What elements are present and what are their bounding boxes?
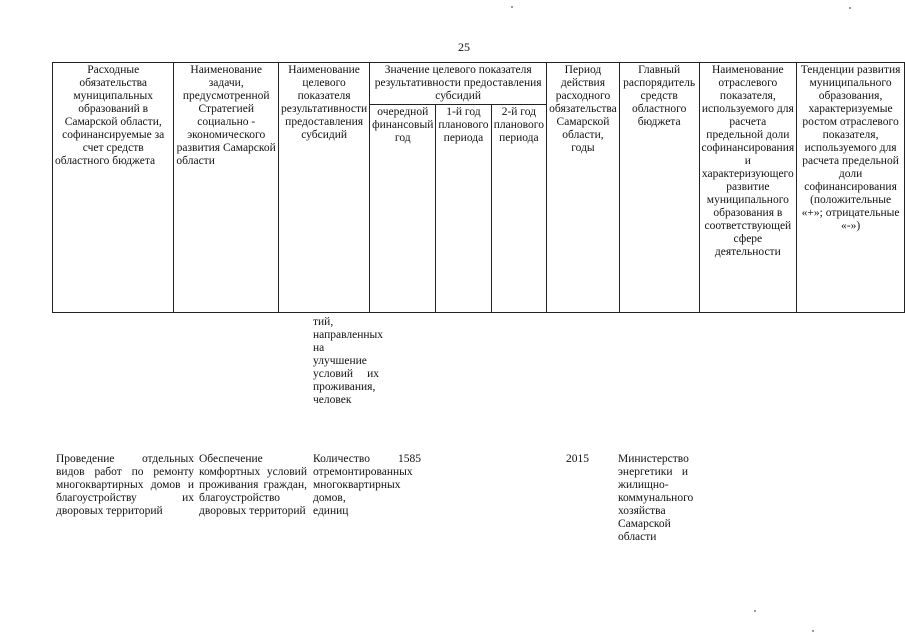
header-trends: Тенденции развития муниципального образования, характеризуемые ростом отраслевого показателя, используемого для расчета предельной доли софинансирования (положительные «+»; отрицательные «-»)	[797, 63, 905, 313]
page-number: 25	[458, 40, 470, 54]
row-administrator: Министерство энергетики и жилищно-коммунального хозяйства Самарской области	[618, 453, 694, 543]
header-target-values: Значение целевого показателя результативности предоставления субсидий	[370, 63, 547, 105]
header-obligations: Расходные обязательства муниципальных образований в Самарской области, софинансируемые за счет средств областного бюджета	[53, 63, 174, 313]
header-plan-year-2: 2-й год планового периода	[491, 105, 547, 313]
header-current-year: очередной финансовый год	[370, 105, 436, 313]
header-sector-indicator: Наименование отраслевого показателя, используемого для расчета предельной доли софинансирования и характеризующего развитие муниципального образования в соответствующей сфере деятельности	[699, 63, 797, 313]
row-period: 2015	[566, 453, 589, 465]
row-obligation: Проведение отдельных видов работ по ремонту многоквартирных домов и благоустройству их дворовых территорий	[56, 453, 194, 517]
row-value-current: 1585	[398, 453, 421, 465]
header-task: Наименование задачи, предусмотренной Стратегией социально - экономического развития Самарской области	[174, 63, 279, 313]
header-table	[52, 62, 905, 313]
row-task: Обеспечение комфортных условий проживания граждан, благоустройство дворовых территорий	[199, 453, 307, 517]
indicator-continuation: тий, направленных на улучшение условий их проживания, человек	[313, 316, 384, 406]
header-administrator: Главный распорядитель средств областного бюджета	[619, 63, 699, 313]
row-indicator: Количество отремонтированных многоквартирных домов, единиц	[313, 453, 413, 517]
header-plan-year-1: 1-й год планового периода	[436, 105, 491, 313]
header-period: Период действия расходного обязательства Самарской области, годы	[547, 63, 620, 313]
header-indicator: Наименование целевого показателя результативности предоставления субсидий	[279, 63, 370, 313]
